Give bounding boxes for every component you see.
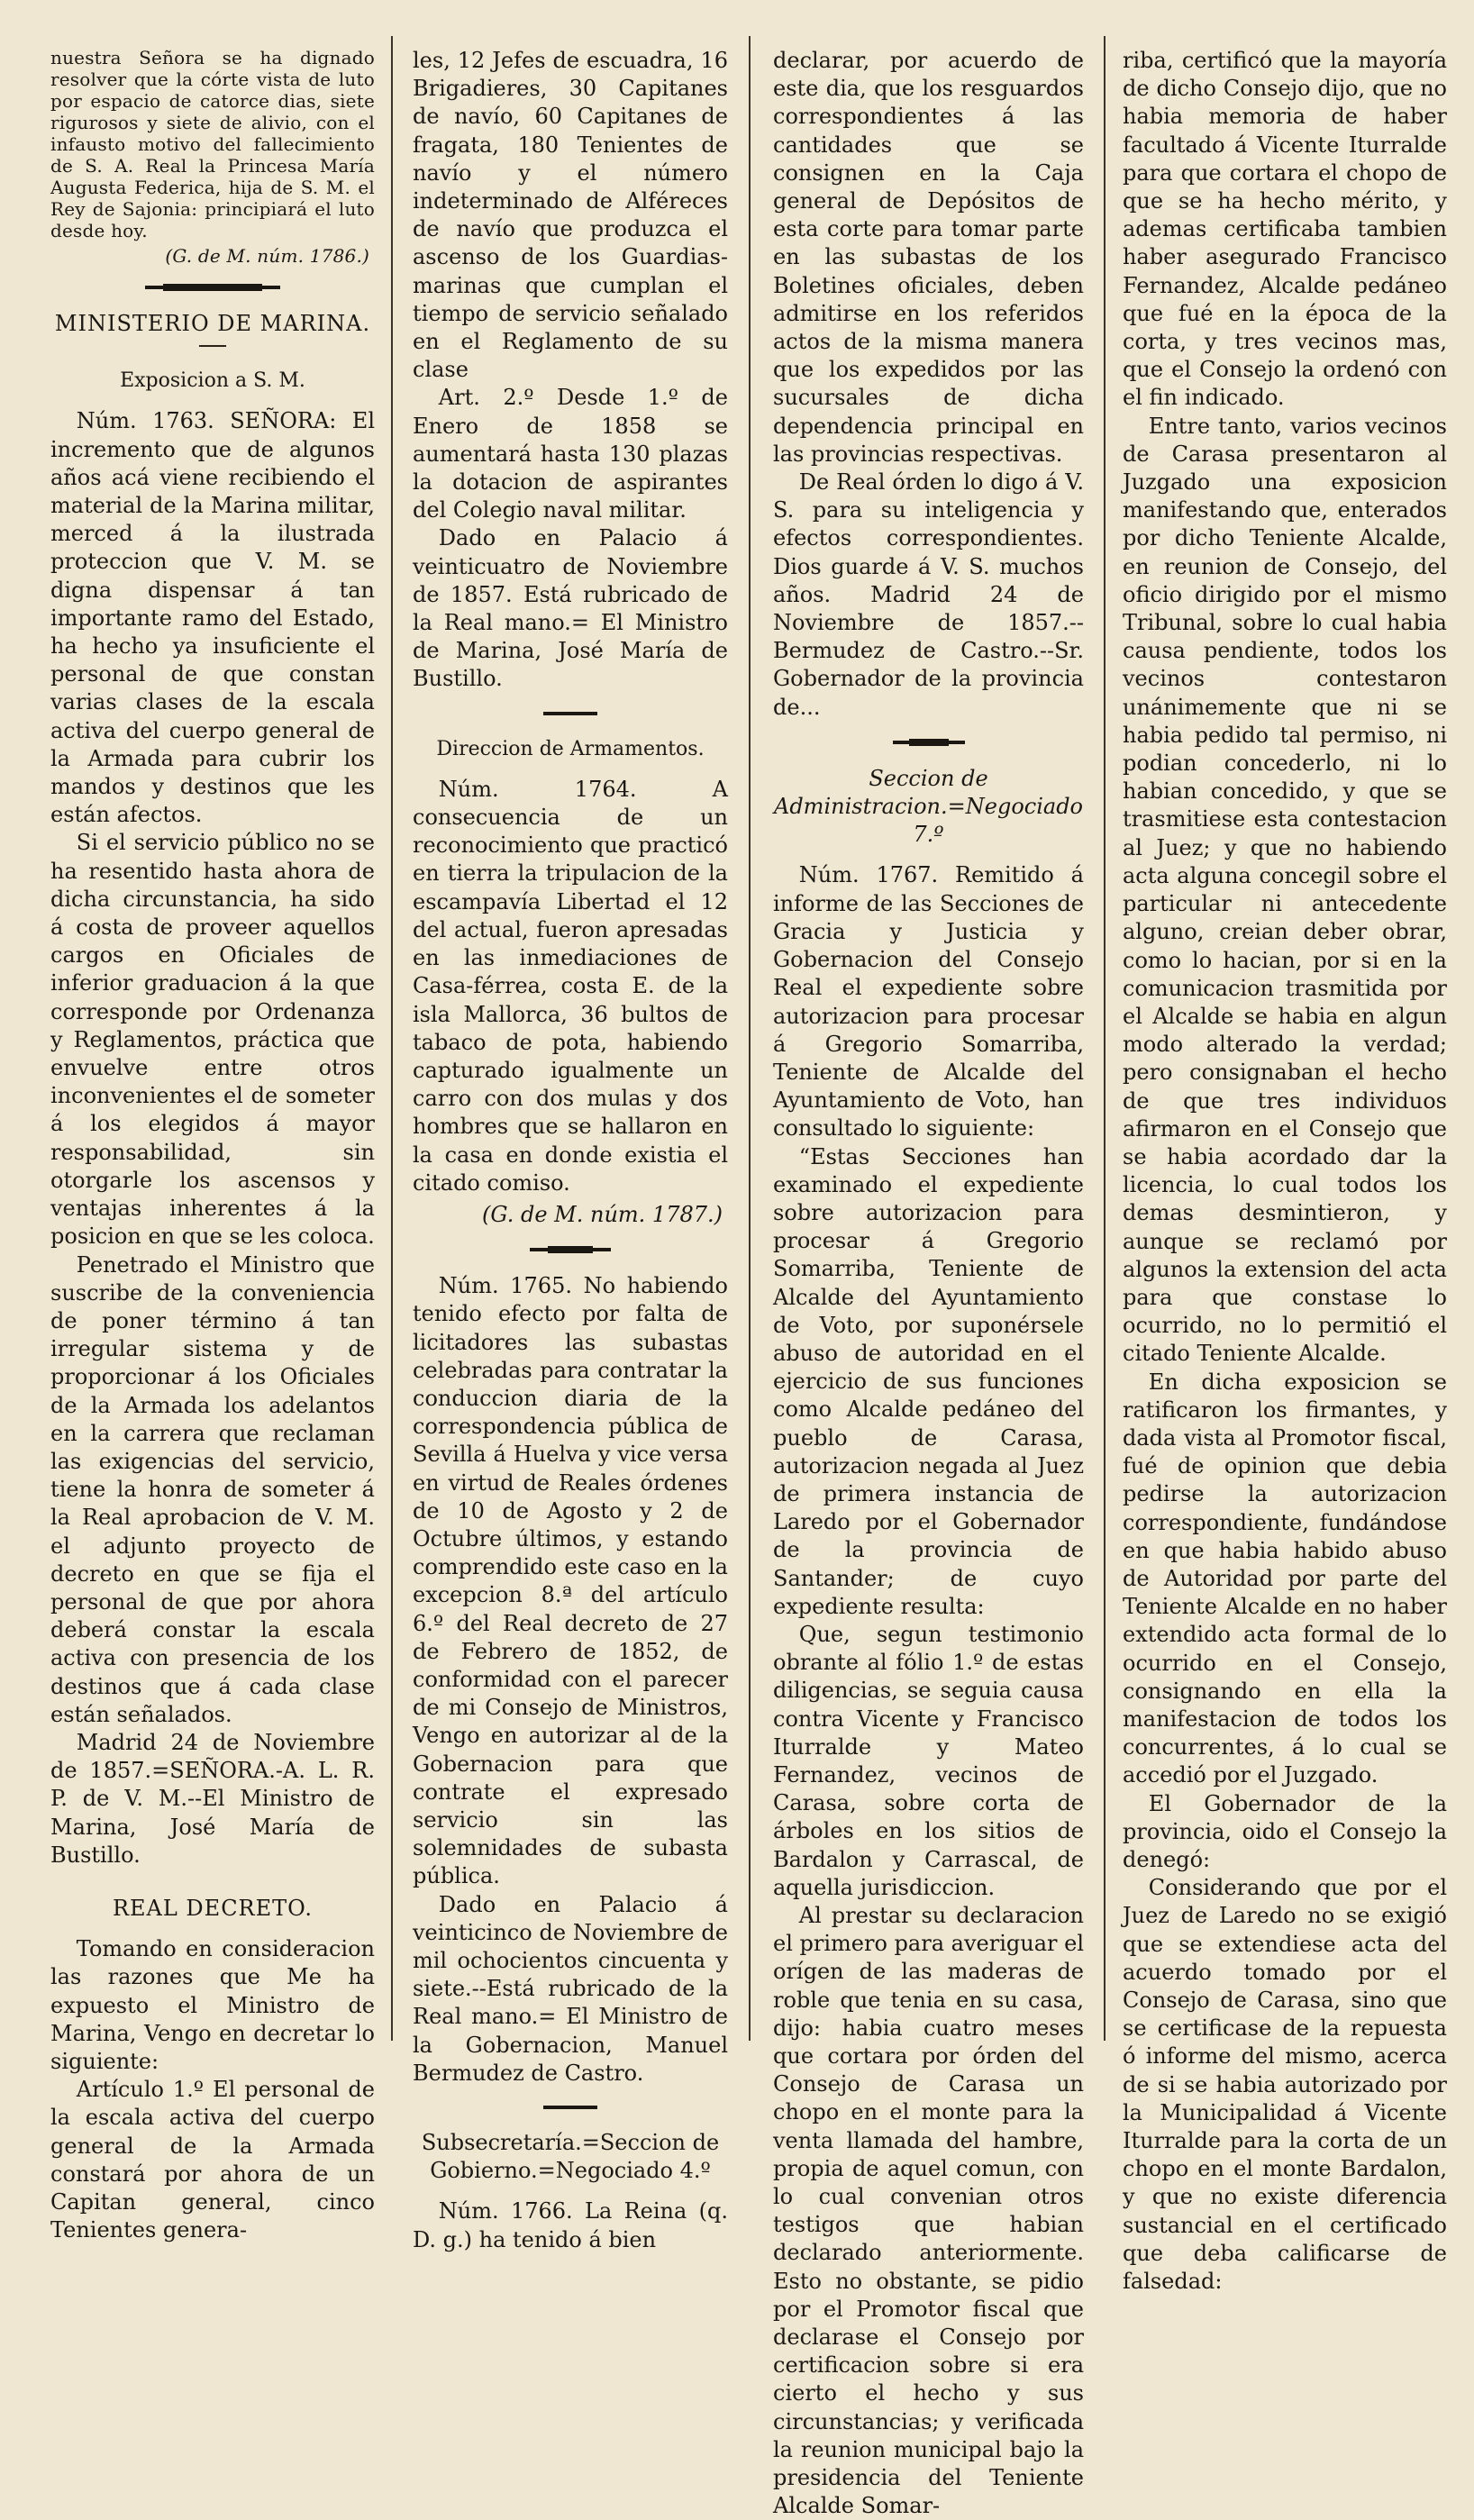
short-rule [199, 345, 226, 347]
column-2 [413, 47, 728, 2252]
paragraph: les, 12 Jefes de escuadra, 16 Brigadieres, 30 Capitanes de navío, 60 Capitanes de fragata, 180 Tenientes de navío y el número indeterminado de Alféreces de navío que produzca el ascenso de los Guardias-marinas que cumplan el tiempo de servicio señalado en el Reglamento de su clase [413, 48, 728, 383]
paragraph: Núm. 1767. Remitido á informe de las Secciones de Gracia y Justicia y Gobernacion del Consejo Real el expediente sobre autorizacion para procesar á Gregorio Somarriba, Teniente de Alcalde del Ayuntamiento de Voto, han consultado lo siguiente: [773, 862, 1084, 1142]
paragraph: Dado en Palacio á veinticinco de Noviembre de mil ochocientos cincuenta y siete.--Está rubricado de la Real mano.= El Ministro de la Gobernacion, Manuel Bermudez de Castro. [413, 1891, 728, 2086]
paragraph: Artículo 1.º El personal de la escala activa del cuerpo general de la Armada constará por ahora de un Capitan general, cinco Tenientes genera- [50, 2077, 375, 2243]
paragraph: Núm. 1763. SEÑORA: El incremento que de algunos años acá viene recibiendo el material de la Marina militar, merced á la ilustrada proteccion que V. M. se digna dispensar á tan importante ramo del Estado, ha hecho ya insuficiente el personal de que constan varias clases de la escala activa del cuerpo general de la Armada para cubrir los mandos y destinos que les están afectos. [50, 408, 375, 828]
column-rule [1104, 36, 1106, 2041]
paragraph: declarar, por acuerdo de este dia, que los resguardos correspondientes á las cantidades que se consignen en la Caja general de Depósitos de esta corte para tomar parte en las subastas de los Boletines oficiales, deben admitirse en los referidos actos de la misma manera que los expedidos por las sucursales de dicha dependencia principal en las provincias respectivas. [773, 48, 1084, 467]
ornamental-rule [543, 2104, 597, 2111]
paragraph: Considerando que por el Juez de Laredo no se exigió que se extendiese acta del acuerdo tomado por el Consejo de Carasa, sino que se certificase de la repuesta ó informe del mismo, acerca de si se habia autorizado por la Municipalidad á Vicente Iturralde para la corta de un chopo en el monte Bardalon, y que no existe diferencia sustancial en el certificado que deba calificarse de falsedad: [1123, 1875, 1447, 2295]
paragraph: De Real órden lo digo á V. S. para su inteligencia y efectos correspondientes. Dios guarde á V. S. muchos años. Madrid 24 de Noviembre de 1857.--Bermudez de Castro.--Sr. Gobernador de la provincia de... [773, 469, 1084, 720]
paragraph: Penetrado el Ministro que suscribe de la conveniencia de poner término á tan irregular sistema y de proporcionar á los Oficiales de la Armada los adelantos en la carrera que reclaman las exigencias del servicio, tiene la honra de someter á la Real aprobacion de V. M. el adjunto proyecto de decreto en que se fija el personal de que por ahora deberá constar la escala activa con presencia de los destinos que á cada clase están señalados. [50, 1251, 375, 1727]
subheading-administracion: Seccion de Administracion.=Negociado 7.º [773, 765, 1084, 848]
citation: (G. de M. núm. 1787.) [482, 1201, 723, 1227]
ornamental-rule [543, 710, 597, 717]
paragraph: Núm. 1766. La Reina (q. D. g.) ha tenido á bien [413, 2198, 728, 2252]
paragraph: riba, certificó que la mayoría de dicho Consejo dijo, que no habia memoria de haber facultado á Vicente Iturralde para que cortara el chopo de que se ha hecho mérito, y ademas certificaba tambien haber asegurado Francisco Fernandez, Alcalde pedáneo que fué en la época de la corta, y tres vecinos mas, que el Consejo la ordenó con el fin indicado. [1123, 48, 1447, 411]
paragraph: Dado en Palacio á veinticuatro de Noviembre de 1857. Está rubricado de la Real mano.= El Ministro de Marina, José María de Bustillo. [413, 525, 728, 692]
paragraph: Art. 2.º Desde 1.º de Enero de 1858 se aumentará hasta 130 plazas la dotacion de aspirantes del Colegio naval militar. [413, 385, 728, 523]
section-heading-marina: MINISTERIO DE MARINA. [54, 311, 371, 336]
paragraph: Al prestar su declaracion el primero para averiguar el orígen de las maderas de roble que tenia en su casa, dijo: habia cuatro meses que cortara por órden del Consejo de Carasa un chopo en el monte para la venta llamada del hambre, propia de aquel comun, con lo cual convenian otros testigos que habian declarado anteriormente. Esto no obstante, se pidio por el Promotor fiscal que declarase el Consejo por certificacion sobre si era cierto el hecho y sus circunstancias; y verificada la reunion municipal bajo la presidencia del Teniente Alcalde Somar- [773, 1903, 1084, 2519]
paragraph: Si el servicio público no se ha resentido hasta ahora de dicha circunstancia, ha sido á costa de proveer aquellos cargos en Oficiales de inferior graduacion á la que corresponde por Ordenanza y Reglamentos, práctica que envuelve entre otros inconvenientes el de someter á los elegidos á mayor responsabilidad, sin otorgarle los ascensos y ventajas inherentes á la posicion en que se les coloca. [50, 830, 375, 1250]
paragraph: “Estas Secciones han examinado el expediente sobre autorizacion para procesar á Gregorio Somarriba, Teniente de Alcalde del Ayuntamiento de Voto, por suponérsele abuso de autoridad en el ejercicio de sus funciones como Alcalde pedáneo del pueblo de Carasa, autorizacion negada al Juez de primera instancia de Laredo por el Gobernador de la provincia de Santander; de cuyo expediente resulta: [773, 1143, 1084, 1619]
column-4 [1123, 47, 1447, 2295]
ornamental-rule [893, 738, 965, 747]
paragraph: El Gobernador de la provincia, oido el Consejo la denegó: [1123, 1790, 1447, 1872]
paragraph: Que, segun testimonio obrante al fólio 1.º de estas diligencias, se seguia causa contra Vicente y Francisco Iturralde y Mateo Fernandez, vecinos de Carasa, sobre corta de árboles en los sitios de Bardalon y Carrascal, de aquella jurisdiccion. [773, 1621, 1084, 1900]
paragraph: Tomando en consideracion las razones que Me ha expuesto el Ministro de Marina, Vengo en decretar lo siguiente: [50, 1936, 375, 2074]
luto-notice: nuestra Señora se ha dignado resolver que la córte vista de luto por espacio de catorce dias, siete rigurosos y siete de alivio, con el infausto motivo del fallecimiento de S. A. Real la Princesa María Augusta Federica, hija de S. M. el Rey de Sajonia: principiará el luto desde hoy. [50, 47, 375, 241]
ornamental-rule [145, 283, 280, 292]
column-rule [749, 36, 751, 2041]
paragraph: En dicha exposicion se ratificaron los firmantes, y dada vista al Promotor fiscal, fué de opinion que debia pedirse la autorizacion correspondiente, fundándose en que habia habido abuso de Autoridad por parte del Teniente Alcalde en no haber extendido acta formal de lo ocurrido en el Consejo, consignando en ella la manifestacion de todos los concurrentes, á lo cual se accedió por el Juzgado. [1123, 1369, 1447, 1788]
citation: (G. de M. núm. 1786.) [165, 245, 369, 267]
subheading-subsecretaria: Subsecretaría.=Seccion de Gobierno.=Negociado 4.º [421, 2130, 720, 2184]
paragraph: Entre tanto, varios vecinos de Carasa presentaron al Juzgado una exposicion manifestando que, enterados por dicho Teniente Alcalde, en reunion de Consejo, del oficio dirigido por el mismo Tribunal, sobre lo cual habia causa pendiente, todos los vecinos contestaron unánimemente que ni se habia pedido tal permiso, ni podian concederlo, ni lo habian concedido, y que se trasmitiese esta contestacion al Juez; y que no habiendo acta alguna concegil sobre el particular ni antecedente alguno, creian deber obrar, como lo hacian, por si en la comunicacion trasmitida por el Alcalde se habia en algun modo alterado la verdad; pero consignaban el hecho de que tres individuos afirmaron en el Consejo que se habia acordado dar la licencia, lo cual todos los demas desmintieron, y aunque se reclamó por algunos la extension del acta para que constase lo ocurrido, no lo permitió el citado Teniente Alcalde. [1123, 413, 1447, 1367]
ornamental-rule [530, 1245, 611, 1254]
subheading-exposicion: Exposicion a S. M. [120, 369, 305, 393]
section-heading-decreto: REAL DECRETO. [112, 1895, 314, 1921]
paragraph: Núm. 1764. A consecuencia de un reconocimiento que practicó en tierra la tripulacion de la escampavía Libertad el 12 del actual, fueron apresadas en las inmediaciones de Casa-férrea, costa E. de la isla Mallorca, 36 bultos de tabaco de pota, habiendo capturado igualmente un carro con dos mulas y dos hombres que se hallaron en la casa en donde existia el citado comiso. [413, 776, 728, 1196]
column-1 [50, 47, 375, 2243]
subheading-armamentos: Direccion de Armamentos. [436, 737, 705, 760]
paragraph: Núm. 1765. No habiendo tenido efecto por falta de licitadores las subastas celebradas para contratar la conduccion diaria de la correspondencia pública de Sevilla á Huelva y vice versa en virtud de Reales órdenes de 10 de Agosto y 2 de Octubre últimos, y estando comprendido este caso en la excepcion 8.ª del artículo 6.º del Real decreto de 27 de Febrero de 1852, de conformidad con el parecer de mi Consejo de Ministros, Vengo en autorizar al de la Gobernacion para que contrate el expresado servicio sin las solemnidades de subasta pública. [413, 1273, 728, 1889]
column-rule [391, 36, 393, 2041]
paragraph: Madrid 24 de Noviembre de 1857.=SEÑORA.-A. L. R. P. de V. M.--El Ministro de Marina, José María de Bustillo. [50, 1729, 375, 1868]
column-3 [773, 47, 1084, 2519]
